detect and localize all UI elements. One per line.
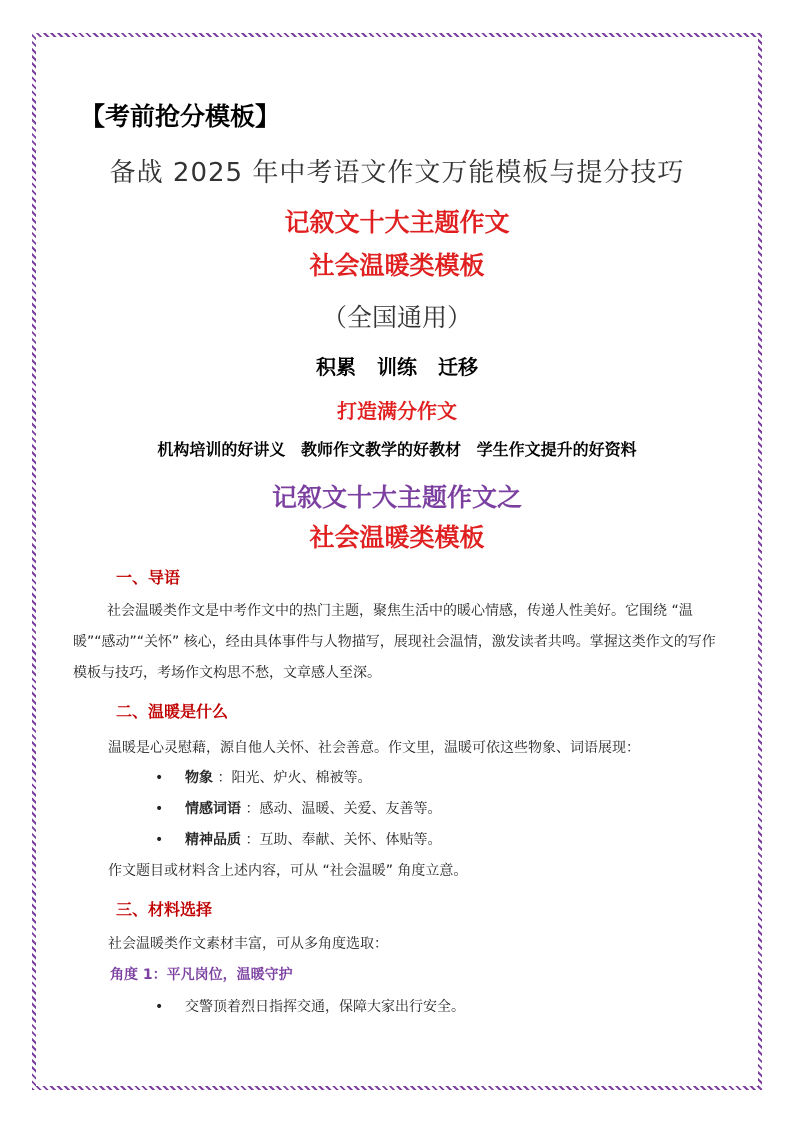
audience-line: 机构培训的好讲义 教师作文教学的好教材 学生作文提升的好资料 bbox=[157, 440, 637, 459]
bullet-icon: • bbox=[155, 770, 164, 786]
main-title-line-2: 社会温暖类模板 bbox=[309, 251, 485, 280]
intro-paragraph: 社会温暖类作文是中考作文中的热门主题，聚焦生活中的暖心情感，传递人性美好。它围绕 “温暖”“感动”“关怀” 核心，经由具体事件与人物描写，展现社会温情，激发读者共鸣。掌握这类作文的写作模板与技巧，考场作文构思不愁，文章感人至深。 bbox=[73, 603, 716, 681]
section-title-line-2: 社会温暖类模板 bbox=[309, 523, 485, 552]
what-heading: 二、温暖是什么 bbox=[116, 702, 229, 721]
section-title: 记叙文十大主题作文之 bbox=[271, 483, 522, 512]
material-paragraph: 社会温暖类作文素材丰富，可从多角度选取： bbox=[108, 936, 388, 952]
what-paragraph: 温暖是心灵慰藉，源自他人关怀、社会善意。作文里，温暖可依这些物象、词语展现： bbox=[108, 740, 640, 756]
page-border bbox=[32, 33, 762, 1090]
angle-heading: 角度 1：平凡岗位，温暖守护 bbox=[110, 967, 293, 983]
full-marks-slogan: 打造满分作文 bbox=[337, 399, 457, 423]
what-conclusion: 作文题目或材料含上述内容，可从 “社会温暖” 角度立意。 bbox=[108, 863, 468, 879]
list-item: • 物象 ：阳光、炉火、棉被等。 bbox=[155, 770, 372, 786]
list-item: • 精神品质 ：互助、奉献、关怀、体贴等。 bbox=[155, 832, 442, 848]
bullet-icon: • bbox=[155, 999, 164, 1015]
material-heading: 三、材料选择 bbox=[116, 900, 213, 919]
exam-tag: 【考前抢分模板】 bbox=[80, 102, 281, 131]
main-title: 记叙文十大主题作文 bbox=[284, 208, 510, 237]
triple-motto: 积累 训练 迁移 bbox=[316, 355, 478, 379]
bullet-icon: • bbox=[155, 801, 164, 817]
intro-heading: 一、导语 bbox=[116, 568, 181, 587]
nationwide-note: （全国通用） bbox=[321, 303, 472, 332]
page-subtitle: 备战 2025 年中考语文作文万能模板与提分技巧 bbox=[109, 158, 685, 188]
bullet-icon: • bbox=[155, 832, 164, 848]
list-item: • 情感词语 ：感动、温暖、关爱、友善等。 bbox=[155, 801, 442, 817]
list-item: • 交警顶着烈日指挥交通，保障大家出行安全。 bbox=[155, 999, 465, 1015]
